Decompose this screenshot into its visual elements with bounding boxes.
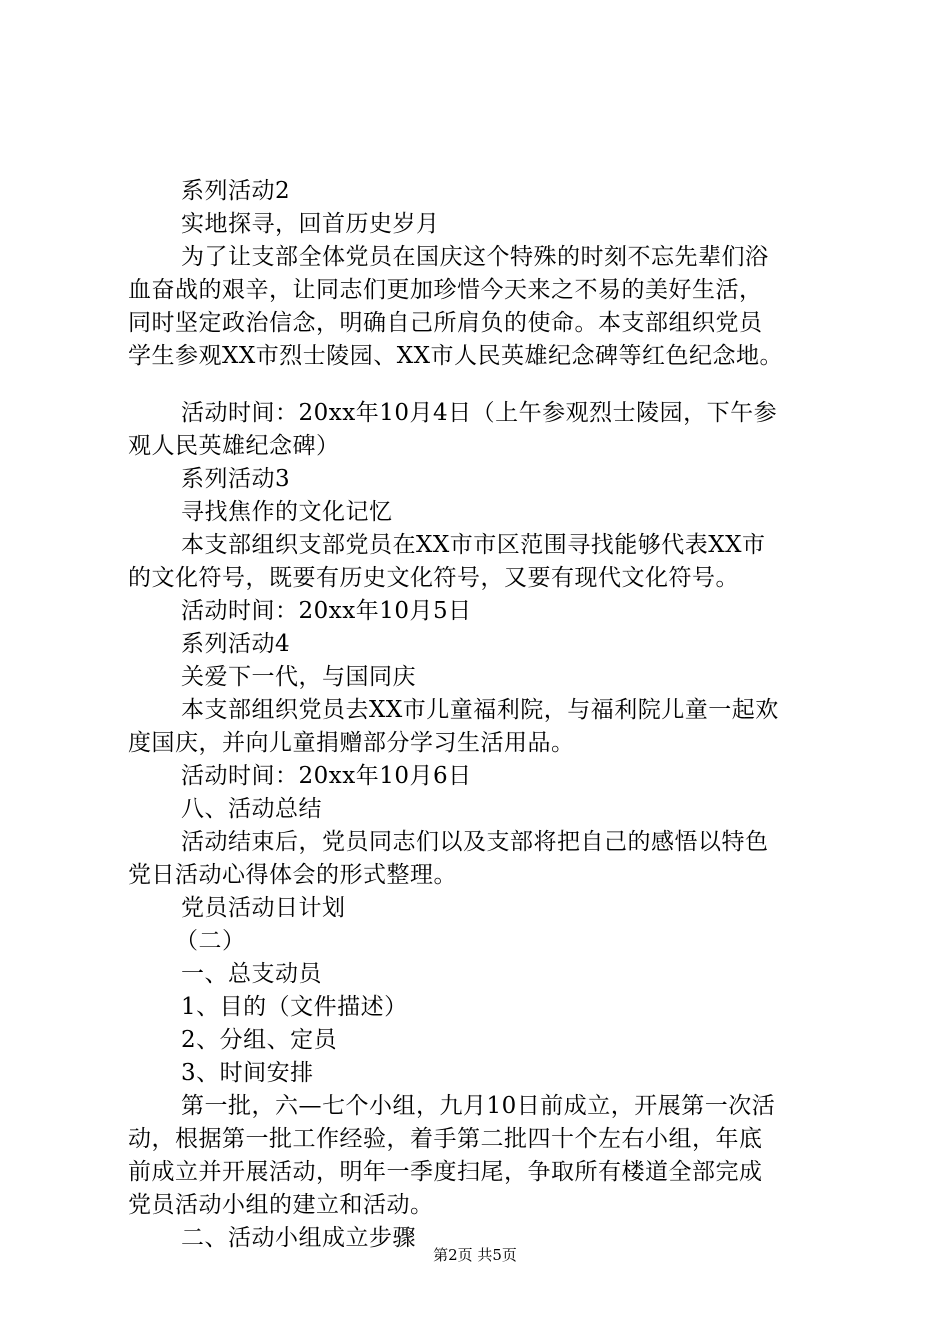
paragraph-line: 动，根据第一批工作经验，着手第二批四十个左右小组，年底 [128, 1126, 763, 1152]
list-item: 2、分组、定员 [181, 1027, 338, 1053]
heading-series-2: 系列活动2 [181, 178, 291, 204]
activity-time-line: 观人民英雄纪念碑） [128, 433, 340, 459]
paragraph-line: 活动结束后，党员同志们以及支部将把自己的感悟以特色 [181, 829, 769, 855]
paragraph-line: 本支部组织支部党员在XX市市区范围寻找能够代表XX市 [181, 532, 766, 558]
paragraph-gap [128, 373, 834, 397]
paragraph-line: 的文化符号，既要有历史文化符号，又要有现代文化符号。 [128, 565, 739, 591]
plan-title: 党员活动日计划 [181, 895, 346, 921]
section-heading-summary: 八、活动总结 [181, 796, 322, 822]
paragraph-line: 度国庆，并向儿童捐赠部分学习生活用品。 [128, 730, 575, 756]
subheading-series-3: 寻找焦作的文化记忆 [181, 499, 393, 525]
activity-time-line: 活动时间：20xx年10月4日（上午参观烈士陵园，下午参 [181, 400, 778, 426]
paragraph-line: 血奋战的艰辛，让同志们更加珍惜今天来之不易的美好生活， [128, 277, 763, 303]
list-item: 3、时间安排 [181, 1060, 314, 1086]
paragraph-line: 本支部组织党员去XX市儿童福利院，与福利院儿童一起欢 [181, 697, 779, 723]
activity-time-line: 活动时间：20xx年10月5日 [181, 598, 472, 624]
subheading-series-4: 关爱下一代，与国同庆 [181, 664, 416, 690]
plan-part-label: （二） [175, 928, 246, 954]
paragraph-line: 为了让支部全体党员在国庆这个特殊的时刻不忘先辈们浴 [181, 244, 769, 270]
heading-series-3: 系列活动3 [181, 466, 291, 492]
paragraph-line: 党日活动心得体会的形式整理。 [128, 862, 457, 888]
document-body [128, 175, 834, 1255]
heading-series-4: 系列活动4 [181, 631, 291, 657]
paragraph-line: 前成立并开展活动，明年一季度扫尾，争取所有楼道全部完成 [128, 1159, 763, 1185]
paragraph-line: 同时坚定政治信念，明确自己所肩负的使命。本支部组织党员 [128, 310, 763, 336]
list-item: 1、目的（文件描述） [181, 994, 408, 1020]
activity-time-line: 活动时间：20xx年10月6日 [181, 763, 472, 789]
paragraph-line: 第一批，六—七个小组，九月10日前成立，开展第一次活 [181, 1093, 776, 1119]
section-heading-mobilization: 一、总支动员 [181, 961, 322, 987]
section-heading-steps: 二、活动小组成立步骤 [181, 1225, 416, 1251]
page-footer: 第2页 共5页 [433, 1246, 517, 1264]
paragraph-line: 学生参观XX市烈士陵园、XX市人民英雄纪念碑等红色纪念地。 [128, 343, 783, 369]
paragraph-line: 党员活动小组的建立和活动。 [128, 1192, 434, 1218]
subheading-series-2: 实地探寻，回首历史岁月 [181, 211, 440, 237]
